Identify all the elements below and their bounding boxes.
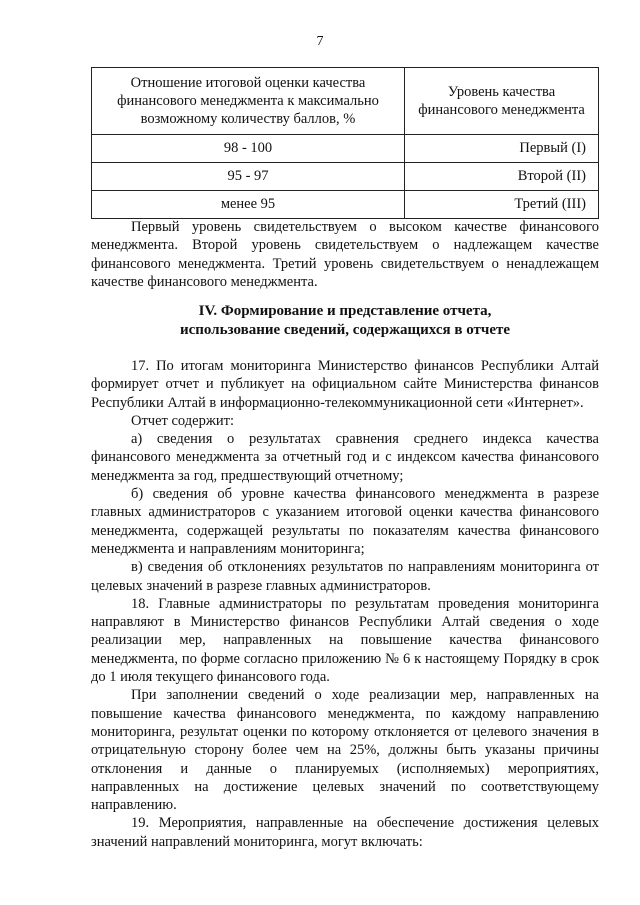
- page-number: 7: [316, 34, 324, 49]
- section-title-line1: IV. Формирование и представление отчета,: [198, 303, 492, 319]
- table-header-row: [92, 68, 599, 135]
- quality-level-table: [91, 67, 599, 219]
- table-cell-level: Первый (I): [405, 135, 599, 163]
- table-cell-level: Третий (III): [405, 191, 599, 219]
- table-header-level: Уровень качества финансового менеджмента: [405, 68, 599, 135]
- section-title: [91, 302, 599, 340]
- paragraph-18-b: При заполнении сведений о ходе реализации мер, направленных на повышение качества финансового менеджмента, по каждому направлению мониторинга, результат оценки по которому отклоняется от целевого значения в отрицательную сторону более чем на 25%, должны быть указаны причины отклонения и данные о планируемых (исполняемых) мероприятиях, направленных на достижение целевых значений по соответствующему направлению.: [91, 687, 599, 814]
- paragraph-17: 17. По итогам мониторинга Министерство финансов Республики Алтай формирует отчет и публикует на официальном сайте Министерства финансов Республики Алтай в информационно-телекоммуникационной сети «Интернет».: [91, 358, 599, 411]
- after-table-block: [91, 218, 599, 291]
- paragraph-18: 18. Главные администраторы по результатам проведения мониторинга направляют в Министерство финансов Республики Алтай сведения о ходе реализации мер, направленных на повышение качества финансового менеджмента, по форме согласно приложению № 6 к настоящему Порядку в срок до 1 июля текущего финансового года.: [91, 595, 599, 686]
- after-table-paragraph: Первый уровень свидетельствуем о высоком качестве финансового менеджмента. Второй уровень свидетельствуем о надлежащем качестве финансового менеджмента. Третий уровень свидетельствуем о ненадлежащем качестве финансового менеджмента.: [91, 219, 599, 290]
- table-row: [92, 163, 599, 191]
- table-cell-range: 95 - 97: [92, 163, 405, 191]
- table-cell-level: Второй (II): [405, 163, 599, 191]
- report-contains: Отчет содержит:: [131, 412, 234, 429]
- body-text: [91, 357, 599, 851]
- section-title-line2: использование сведений, содержащихся в отчете: [179, 322, 511, 338]
- table-header-ratio: Отношение итоговой оценки качества финансового менеджмента к максимально возможному количеству баллов, %: [92, 68, 405, 135]
- table-row: [92, 135, 599, 163]
- table-row: [92, 191, 599, 219]
- list-item-c: в) сведения об отклонениях результатов по направлениям мониторинга от целевых значений в разрезе главных администраторов.: [91, 559, 599, 594]
- table-cell-range: менее 95: [92, 191, 405, 219]
- table-cell-range: 98 - 100: [92, 135, 405, 163]
- paragraph-19: 19. Мероприятия, направленные на обеспечение достижения целевых значений направлений мониторинга, могут включать:: [91, 815, 599, 850]
- list-item-b: б) сведения об уровне качества финансового менеджмента в разрезе главных администраторов с указанием итоговой оценки качества финансового менеджмента, содержащей результаты по показателям качества финансового менеджмента и направлениям мониторинга;: [91, 486, 599, 557]
- list-item-a: а) сведения о результатах сравнения среднего индекса качества финансового менеджмента за отчетный год и с индексом качества финансового менеджмента за год, предшествующий отчетному;: [91, 431, 599, 484]
